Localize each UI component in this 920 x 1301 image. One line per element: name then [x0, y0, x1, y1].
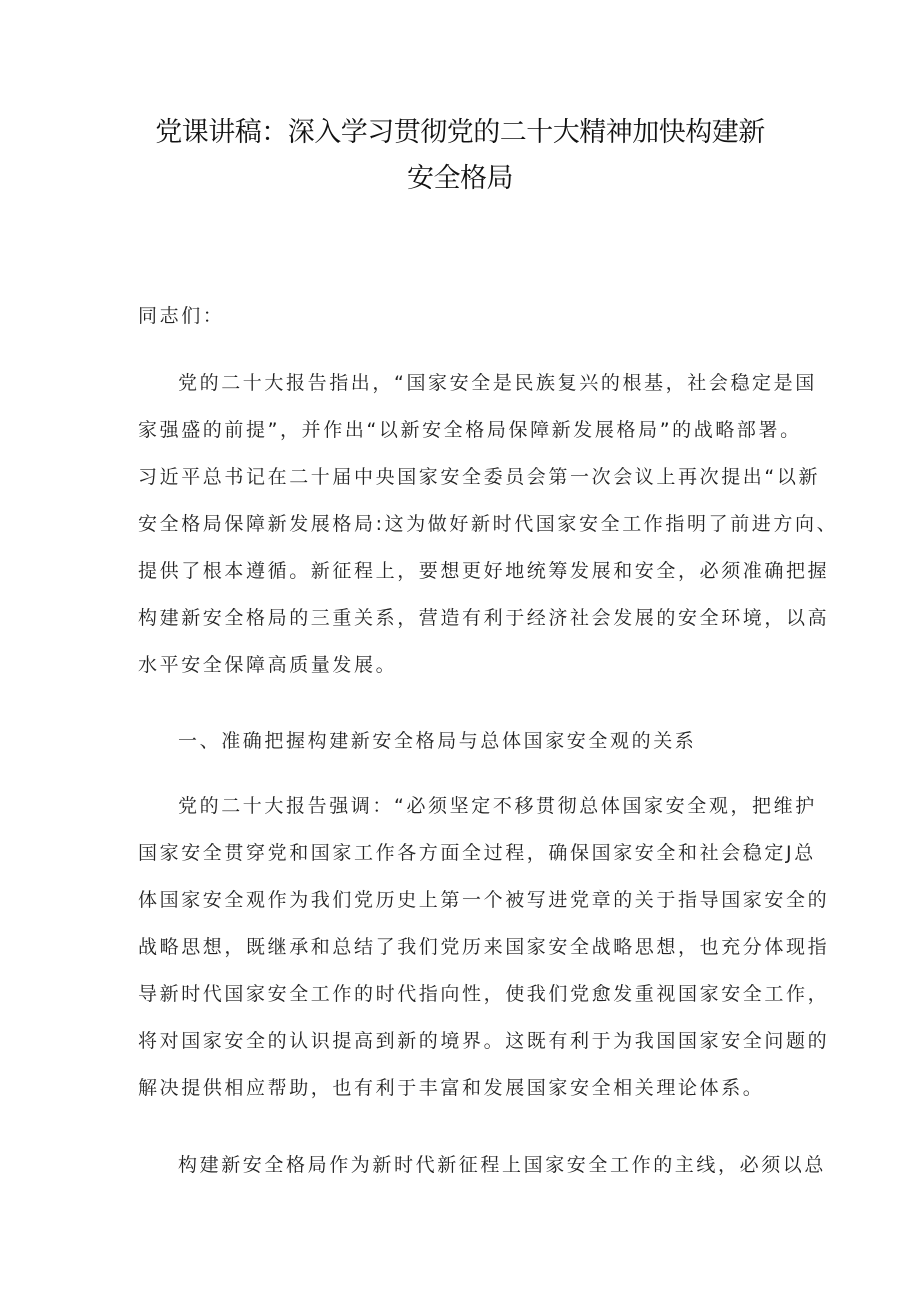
paragraph-1-line: 家强盛的前提”，并作出“以新安全格局保障新发展格局”的战略部署。	[138, 419, 802, 441]
paragraph-3-line: 构建新安全格局作为新时代新征程上国家安全工作的主线，必须以总	[178, 1154, 827, 1176]
paragraph-2-line: 体国家安全观作为我们党历史上第一个被写进党章的关于指导国家安全的	[138, 889, 830, 911]
paragraph-1-line: 党的二十大报告指出，“国家安全是民族复兴的根基，社会稳定是国	[178, 372, 817, 394]
paragraph-2-line: 将对国家安全的认识提高到新的境界。这既有利于为我国国家安全问题的	[138, 1030, 830, 1052]
salutation: 同志们：	[138, 305, 225, 327]
document-title-line-2: 安全格局	[407, 163, 513, 194]
paragraph-1-line: 习近平总书记在二十届中央国家安全委员会第一次会议上再次提出“以新	[138, 466, 821, 488]
paragraph-1-line: 安全格局保障新发展格局:这为做好新时代国家安全工作指明了前进方向、	[138, 513, 839, 535]
paragraph-2-line: 战略思想，既继承和总结了我们党历来国家安全战略思想，也充分体现指	[138, 936, 830, 958]
document-title-line-1: 党课讲稿：深入学习贯彻党的二十大精神加快构建新	[155, 117, 765, 148]
paragraph-2-line: 导新时代国家安全工作的时代指向性，使我们党愈发重视国家安全工作，	[138, 983, 830, 1005]
paragraph-2-line: 党的二十大报告强调：“必须坚定不移贯彻总体国家安全观，把维护	[178, 795, 817, 817]
paragraph-1-line: 提供了根本遵循。新征程上，要想更好地统筹发展和安全，必须准确把握	[138, 560, 830, 582]
section-heading-1: 一、准确把握构建新安全格局与总体国家安全观的关系	[178, 730, 697, 752]
paragraph-1-line: 水平安全保障高质量发展。	[138, 654, 398, 676]
paragraph-2-line: 解决提供相应帮助，也有利于丰富和发展国家安全相关理论体系。	[138, 1077, 765, 1099]
paragraph-1-line: 构建新安全格局的三重关系，营造有利于经济社会发展的安全环境，以高	[138, 607, 830, 629]
paragraph-2-line: 国家安全贯穿党和国家工作各方面全过程，确保国家安全和社会稳定J总	[138, 842, 816, 864]
